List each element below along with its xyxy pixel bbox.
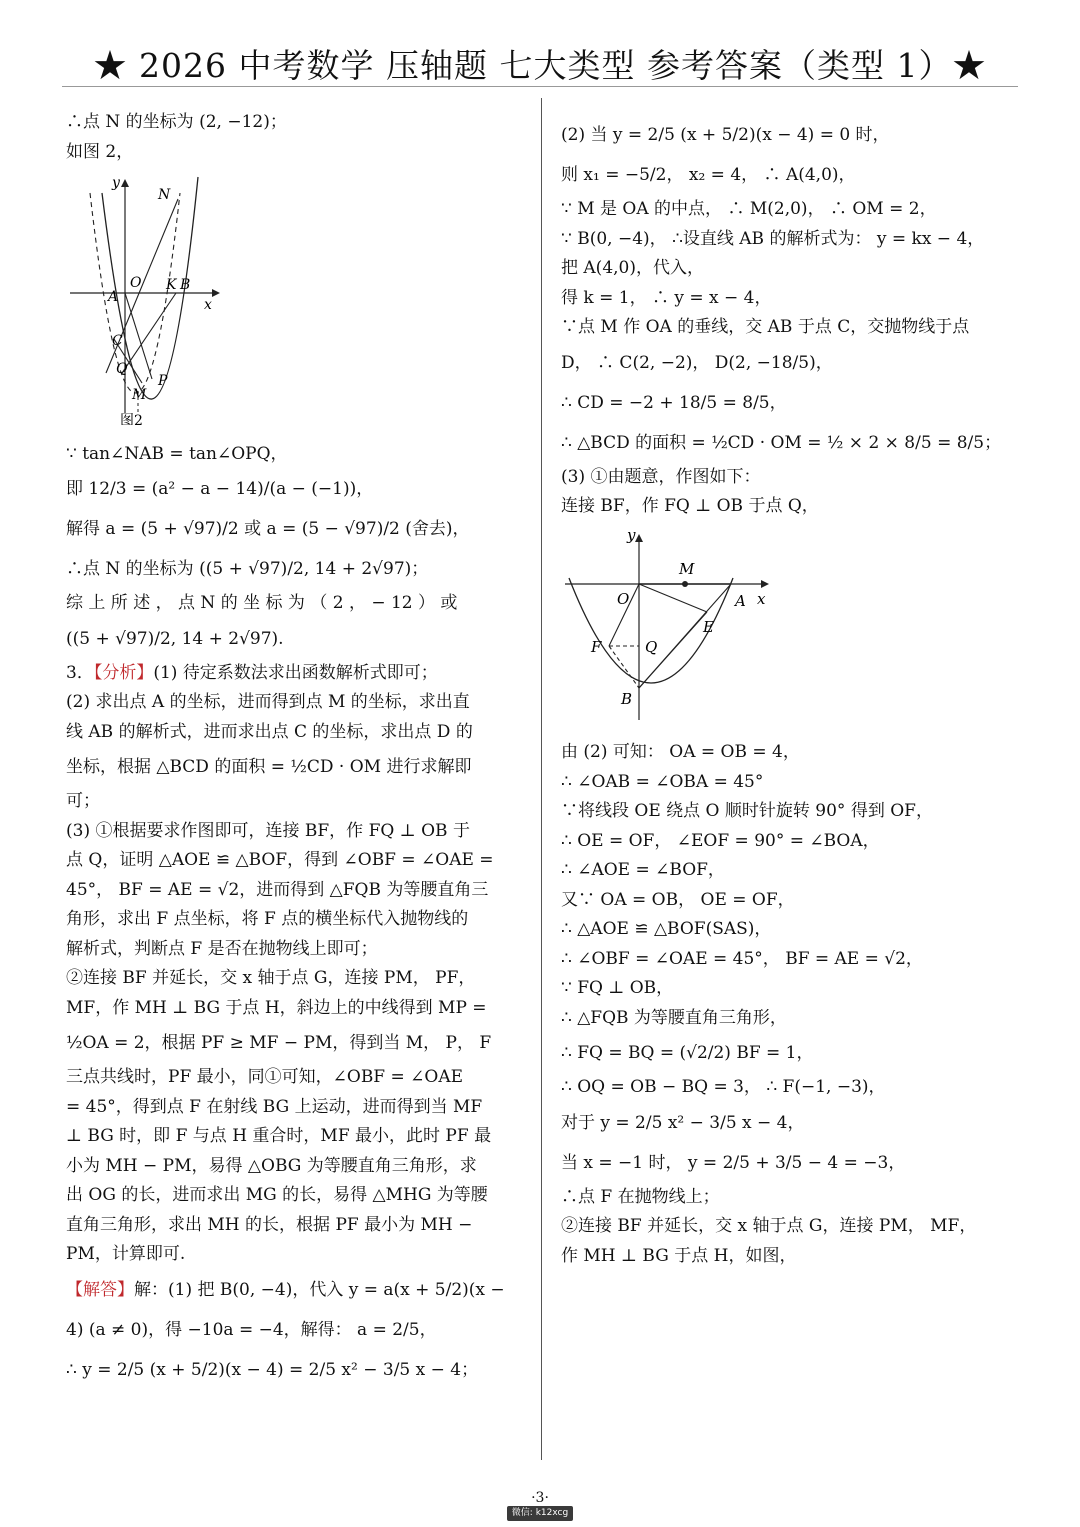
text-line: 作 MH ⊥ BG 于点 H，如图， bbox=[561, 1245, 797, 1266]
label-y: y bbox=[112, 175, 120, 191]
label-A: A bbox=[735, 591, 746, 610]
text-line: ∴ ∠OAB = ∠OBA = 45° bbox=[561, 771, 764, 792]
label-B: B bbox=[180, 277, 191, 293]
label-A: A bbox=[108, 289, 119, 305]
text-line: PM，计算即可. bbox=[66, 1244, 186, 1264]
text-line: 线 AB 的解析式，进而求出点 C 的坐标，求出点 D 的 bbox=[66, 721, 473, 742]
text-line: ∴ △AOE ≌ △BOF(SAS)， bbox=[561, 919, 772, 939]
text-line: ∴ △FQB 为等腰直角三角形， bbox=[561, 1007, 787, 1028]
text-line: 点 Q，证明 △AOE ≌ △BOF，得到 ∠OBF = ∠OAE = bbox=[66, 850, 494, 870]
text-line: 解得 a = (5 + √97)/2 或 a = (5 − √97)/2 (舍去)， bbox=[66, 519, 470, 539]
label-y: y bbox=[627, 527, 636, 544]
point-M bbox=[682, 581, 688, 587]
label-K: K bbox=[166, 277, 177, 293]
text-line: 综 上 所 述 ， 点 N 的 坐 标 为 （ 2 ， − 12 ） 或 bbox=[66, 593, 458, 613]
text-line: ∵点 M 作 OA 的垂线，交 AB 于点 C，交抛物线于点 bbox=[561, 317, 970, 337]
text-line: 即 12/3 = (a² − a − 14)/(a − (−1))， bbox=[66, 479, 374, 499]
figure-2 bbox=[66, 173, 524, 436]
label-E: E bbox=[703, 617, 714, 636]
analysis-text: (1) 待定系数法求出函数解析式即可； bbox=[153, 662, 438, 683]
label-M: M bbox=[132, 387, 147, 403]
solution-text: 解：(1) 把 B(0, −4)，代入 y = a(x + 5/2)(x − bbox=[134, 1279, 505, 1300]
column-divider bbox=[541, 98, 542, 1460]
text-line: 则 x₁ = −5/2， x₂ = 4， ∴ A(4,0)， bbox=[561, 165, 856, 185]
segment-FB bbox=[609, 646, 639, 688]
text-line: 直角三角形，求出 MH 的长，根据 PF 最小为 MH − bbox=[66, 1214, 473, 1235]
label-F: F bbox=[591, 637, 602, 656]
text-line: MF，作 MH ⊥ BG 于点 H，斜边上的中线得到 MP = bbox=[66, 997, 487, 1018]
line-OP bbox=[125, 293, 152, 379]
text-line: ∴点 N 的坐标为 (2, −12)； bbox=[66, 112, 287, 132]
y-axis-arrow bbox=[635, 534, 643, 542]
text-line: ∴点 F 在抛物线上； bbox=[561, 1186, 720, 1207]
text-line: ∵将线段 OE 绕点 O 顺时针旋转 90° 得到 OF， bbox=[561, 801, 933, 821]
text-line: D， ∴ C(2, −2)， D(2, −18/5)， bbox=[561, 352, 833, 373]
label-C: C bbox=[112, 333, 123, 349]
text-line: 得 k = 1， ∴ y = x − 4， bbox=[561, 287, 772, 308]
label-x: x bbox=[204, 297, 212, 313]
solution-tag: 【解答】 bbox=[66, 1279, 134, 1300]
text-line: 对于 y = 2/5 x² − 3/5 x − 4， bbox=[561, 1112, 805, 1133]
text-line: 又∵ OA = OB， OE = OF， bbox=[561, 889, 795, 910]
text-line: (3) ①根据要求作图即可，连接 BF，作 FQ ⊥ OB 于 bbox=[66, 820, 470, 841]
text-line: (2) 求出点 A 的坐标，进而得到点 M 的坐标，求出直 bbox=[66, 692, 470, 712]
right-column bbox=[561, 115, 1021, 1271]
text-line: 出 OG 的长，进而求出 MG 的长，易得 △MHG 为等腰 bbox=[66, 1185, 488, 1205]
text-line: ∴ ∠OBF = ∠OAE = 45°， BF = AE = √2， bbox=[561, 948, 923, 969]
label-O: O bbox=[617, 589, 630, 608]
text-line: 坐标，根据 △BCD 的面积 = ½CD · OM 进行求解即 bbox=[66, 757, 472, 777]
label-B: B bbox=[621, 689, 633, 708]
text-line: ②连接 BF 并延长，交 x 轴于点 G，连接 PM， PF， bbox=[66, 968, 476, 988]
text-line: = 45°，得到点 F 在射线 BG 上运动，进而得到当 MF bbox=[66, 1096, 483, 1117]
text-line: 由 (2) 可知： OA = OB = 4， bbox=[561, 742, 800, 762]
text-line: ∴ OQ = OB − BQ = 3， ∴ F(−1, −3)， bbox=[561, 1077, 886, 1097]
label-M: M bbox=[679, 559, 695, 578]
text-line: ∵ B(0, −4)， ∴设直线 AB 的解析式为： y = kx − 4， bbox=[561, 228, 985, 249]
y-axis-arrow bbox=[121, 179, 129, 187]
text-line: 45°， BF = AE = √2，进而得到 △FQB 为等腰直角三 bbox=[66, 879, 489, 900]
analysis-tag: 【分析】 bbox=[93, 662, 154, 683]
x-axis-arrow bbox=[212, 289, 220, 297]
label-Q: Q bbox=[645, 637, 658, 656]
text-line: ②连接 BF 并延长，交 x 轴于点 G，连接 PM， MF， bbox=[561, 1216, 977, 1236]
text-line: 解析式，判断点 F 是否在抛物线上即可； bbox=[66, 938, 378, 959]
text-line: ∵ FQ ⊥ OB， bbox=[561, 978, 674, 998]
text-line: ∴ ∠AOE = ∠BOF， bbox=[561, 860, 725, 880]
text-line: ∴ △BCD 的面积 = ½CD · OM = ½ × 2 × 8/5 = 8/5； bbox=[561, 432, 1002, 453]
x-axis-arrow bbox=[761, 580, 769, 588]
text-line: ∴ OE = OF， ∠EOF = 90° = ∠BOA， bbox=[561, 830, 880, 851]
text-line: ½OA = 2，根据 PF ≥ MF − PM，得到当 M， P， F bbox=[66, 1033, 492, 1053]
text-line: ∴点 N 的坐标为 ((5 + √97)/2, 14 + 2√97)； bbox=[66, 559, 429, 579]
text-line: ∵ M 是 OA 的中点， ∴ M(2,0)， ∴ OM = 2， bbox=[561, 199, 937, 219]
text-line: ∵ tan∠NAB = tan∠OPQ， bbox=[66, 443, 288, 464]
label-P: P bbox=[158, 373, 168, 389]
figure-2-diagram bbox=[66, 173, 226, 425]
figure-3-diagram bbox=[561, 528, 791, 724]
text-line: 连接 BF，作 FQ ⊥ OB 于点 Q， bbox=[561, 496, 819, 516]
text-line: 小为 MH − PM，易得 △OBG 为等腰直角三角形，求 bbox=[66, 1155, 477, 1176]
text-line: ⊥ BG 时，即 F 与点 H 重合时，MF 最小，此时 PF 最 bbox=[66, 1126, 492, 1146]
text-line: (2) 当 y = 2/5 (x + 5/2)(x − 4) = 0 时， bbox=[561, 125, 890, 145]
text-line: 把 A(4,0)，代入， bbox=[561, 258, 704, 278]
page-number: ·3· bbox=[531, 1490, 549, 1506]
text-line: 角形，求出 F 点坐标，将 F 点的横坐标代入抛物线的 bbox=[66, 909, 469, 929]
text-line: 如图 2， bbox=[66, 141, 134, 162]
text-line: ((5 + √97)/2, 14 + 2√97). bbox=[66, 628, 284, 649]
line-QK bbox=[122, 293, 176, 373]
label-N: N bbox=[158, 187, 171, 203]
header-divider bbox=[62, 86, 1018, 87]
text-line: 三点共线时，PF 最小，同①可知，∠OBF = ∠OAE bbox=[66, 1067, 464, 1087]
figure-2-caption: 图2 bbox=[120, 413, 143, 425]
watermark-badge: 微信: k12xcg bbox=[507, 1506, 573, 1521]
solution-line bbox=[66, 1270, 524, 1310]
text-line: ∴ FQ = BQ = (√2/2) BF = 1， bbox=[561, 1043, 814, 1063]
figure-3 bbox=[561, 528, 1021, 735]
page-title: ★ 2026 中考数学 压轴题 七大类型 参考答案（类型 1）★ bbox=[93, 46, 987, 85]
left-column bbox=[66, 108, 524, 1390]
label-x: x bbox=[757, 589, 766, 608]
text-line: (3) ①由题意，作图如下： bbox=[561, 466, 761, 487]
text-line: 4) (a ≠ 0)，得 −10a = −4，解得： a = 2/5， bbox=[66, 1319, 437, 1340]
segment-OE bbox=[639, 584, 707, 612]
analysis-line: 3．【分析】(1) 待定系数法求出函数解析式即可； bbox=[66, 662, 438, 683]
label-Q: Q bbox=[116, 361, 128, 377]
text-line: 当 x = −1 时， y = 2/5 + 3/5 − 4 = −3， bbox=[561, 1152, 906, 1173]
label-O: O bbox=[130, 275, 142, 291]
text-line: ∴ CD = −2 + 18/5 = 8/5， bbox=[561, 392, 787, 413]
text-line: ∴ y = 2/5 (x + 5/2)(x − 4) = 2/5 x² − 3/5 x − 4； bbox=[66, 1359, 479, 1380]
text-line: 可； bbox=[66, 791, 100, 811]
